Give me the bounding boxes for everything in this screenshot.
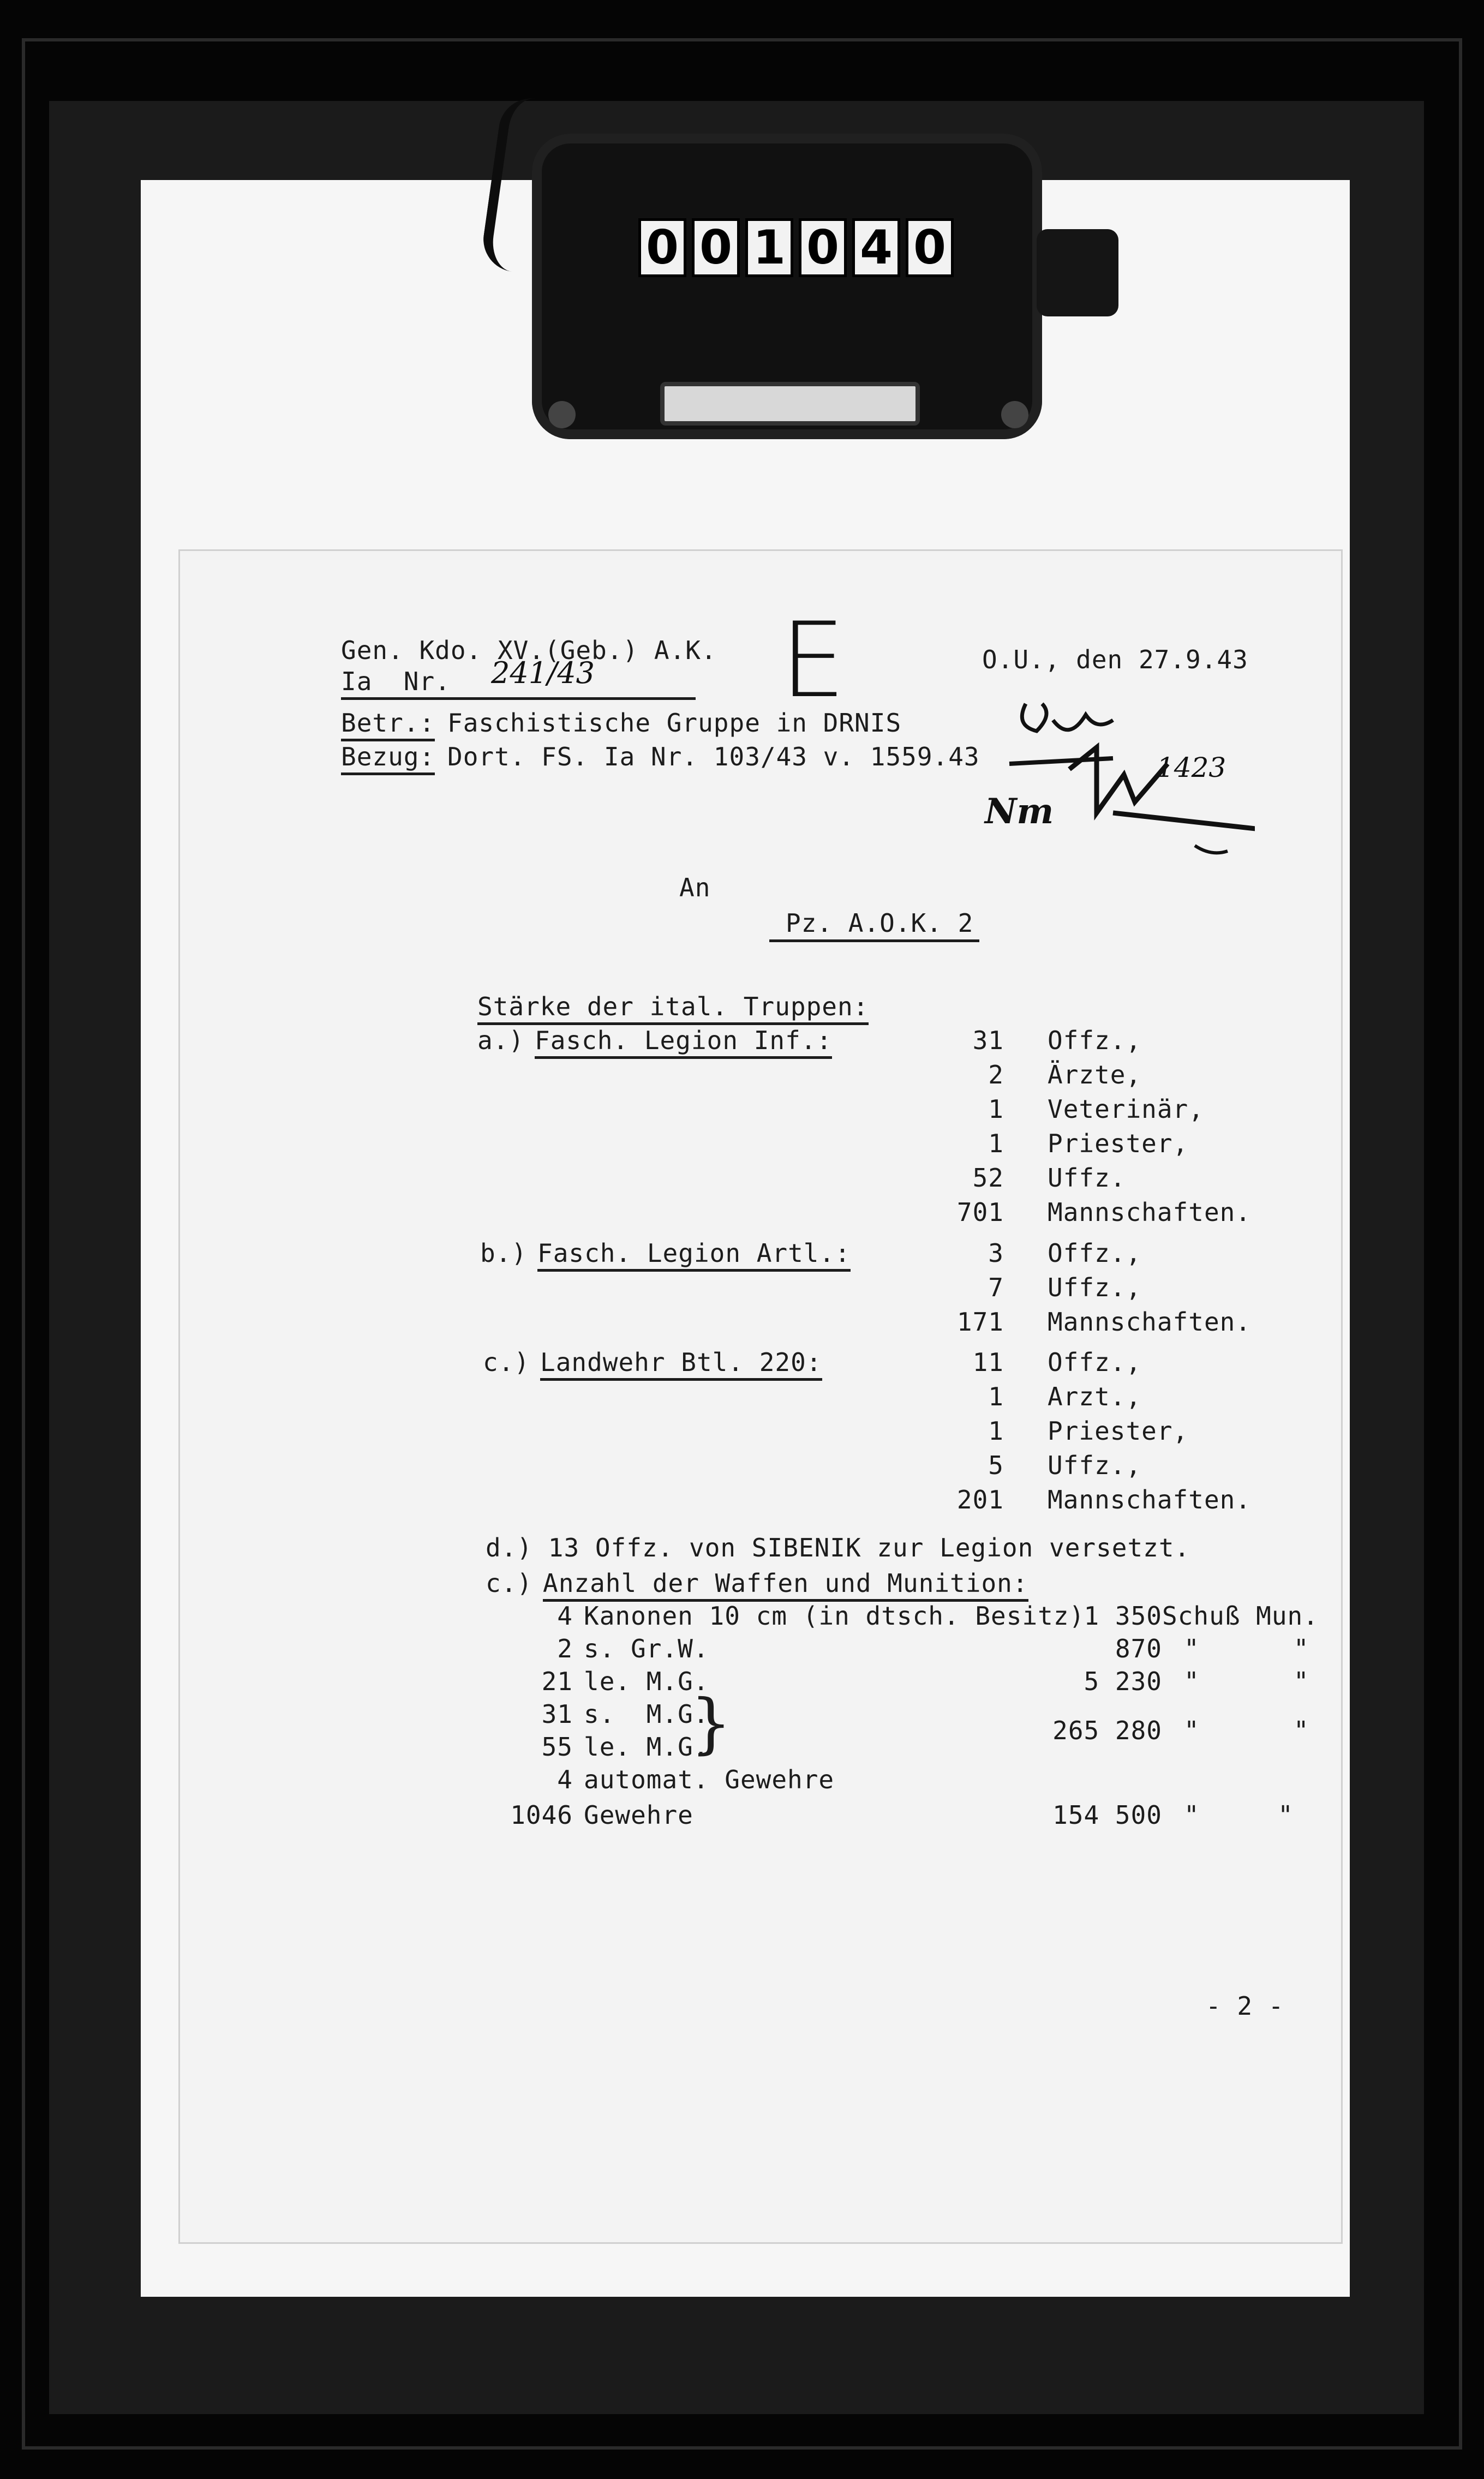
- counter-digits: [638, 218, 954, 277]
- group-c-rank: Uffz.,: [1048, 1451, 1142, 1480]
- weapon-ammo-unit: " ": [1184, 1634, 1309, 1663]
- weapon-ammo: 5 230: [1084, 1667, 1162, 1696]
- weapon-ammo: 154 500: [1052, 1800, 1162, 1830]
- group-b-count: 3: [988, 1238, 1004, 1268]
- document-sheet: [180, 551, 1341, 2242]
- weapon-ammo: 265 280: [1052, 1716, 1162, 1745]
- weapons-title: Anzahl der Waffen und Munition:: [543, 1568, 1028, 1602]
- weapon-desc: s. Gr.W.: [584, 1634, 709, 1663]
- group-a-count: 701: [956, 1197, 1004, 1227]
- header-underline: [341, 697, 696, 700]
- weapon-count: 4: [557, 1765, 573, 1794]
- counter-digit: 0: [906, 218, 954, 277]
- group-a-count: 1: [988, 1094, 1004, 1124]
- page-number: - 2 -: [1206, 1991, 1284, 2021]
- group-b-name: Fasch. Legion Artl.:: [537, 1238, 851, 1272]
- reference-label: Bezug:: [341, 742, 435, 775]
- group-c-rank: Mannschaften.: [1048, 1485, 1252, 1514]
- counter-knob: [1037, 229, 1118, 316]
- weapon-ammo-unit: " ": [1184, 1667, 1309, 1696]
- file-number-prefix: Ia Nr.: [341, 667, 451, 696]
- weapon-count: 21: [541, 1667, 573, 1696]
- group-a-rank: Offz.,: [1048, 1026, 1142, 1055]
- group-c-count: 201: [956, 1485, 1004, 1514]
- weapon-ammo: 870: [1115, 1634, 1162, 1663]
- weapon-count: 31: [541, 1699, 573, 1729]
- group-c-rank: Offz.,: [1048, 1348, 1142, 1377]
- group-c-rank: Arzt.,: [1048, 1382, 1142, 1411]
- group-b-rank: Uffz.,: [1048, 1273, 1142, 1302]
- group-a-count: 2: [988, 1060, 1004, 1089]
- weapons-label: c.): [486, 1568, 548, 1598]
- counter-plate: [660, 382, 920, 426]
- group-c-count: 1: [988, 1382, 1004, 1411]
- group-c-count: 5: [988, 1451, 1004, 1480]
- weapon-ammo-unit: Schuß Mun.: [1162, 1601, 1319, 1631]
- counter-screw: [1001, 401, 1028, 428]
- place-date: O.U., den 27.9.43: [982, 645, 1248, 674]
- group-b-count: 7: [988, 1273, 1004, 1302]
- weapon-count: 4: [557, 1601, 573, 1631]
- addressee-recipient: Pz. A.O.K. 2: [786, 908, 974, 938]
- weapon-count: 1046: [510, 1800, 573, 1830]
- counter-digit: 4: [852, 218, 900, 277]
- group-a-rank: Uffz.: [1048, 1163, 1126, 1193]
- group-a-rank: Ärzte,: [1048, 1060, 1142, 1089]
- group-a-rank: Priester,: [1048, 1129, 1189, 1158]
- strength-title: Stärke der ital. Truppen:: [477, 992, 869, 1025]
- counter-digit: 0: [799, 218, 847, 277]
- counter-digit: 0: [692, 218, 740, 277]
- mg-brace: }: [690, 1686, 732, 1762]
- counter-digit: 1: [745, 218, 793, 277]
- weapon-count: 2: [557, 1634, 573, 1663]
- weapon-desc: automat. Gewehre: [584, 1765, 835, 1794]
- group-a-label: a.): [477, 1026, 540, 1055]
- group-c-count: 1: [988, 1416, 1004, 1446]
- group-c-rank: Priester,: [1048, 1416, 1189, 1446]
- weapon-ammo-unit: " ": [1184, 1716, 1309, 1745]
- item-d: d.) 13 Offz. von SIBENIK zur Legion versetzt.: [486, 1533, 1190, 1562]
- group-c-label: c.): [483, 1348, 546, 1377]
- weapon-desc: s. M.G.: [584, 1699, 709, 1729]
- weapon-desc: Gewehre: [584, 1800, 693, 1830]
- reference-text: Dort. FS. Ia Nr. 103/43 v. 1559.43: [447, 742, 980, 771]
- counter-digit: 0: [638, 218, 686, 277]
- group-a-count: 52: [972, 1163, 1004, 1193]
- weapon-desc: Kanonen 10 cm (in dtsch. Besitz): [584, 1601, 1085, 1631]
- recipient-underline: [769, 939, 979, 942]
- subject-text: Faschistische Gruppe in DRNIS: [447, 708, 902, 738]
- group-b-rank: Mannschaften.: [1048, 1307, 1252, 1337]
- weapon-desc: le. M.G.: [584, 1667, 709, 1696]
- handwritten-initials-left: Nm: [985, 791, 1054, 832]
- weapon-desc: le. M.G.: [584, 1732, 709, 1762]
- file-number-handwritten: 241/43: [491, 656, 595, 690]
- handwritten-number: 1423: [1157, 752, 1226, 783]
- weapon-count: 55: [541, 1732, 573, 1762]
- addressee-an: An: [679, 873, 711, 902]
- subject-label: Betr.:: [341, 708, 435, 741]
- command-header: Gen. Kdo. XV.(Geb.) A.K.: [341, 636, 717, 665]
- group-a-rank: Veterinär,: [1048, 1094, 1204, 1124]
- group-a-count: 31: [972, 1026, 1004, 1055]
- group-a-count: 1: [988, 1129, 1004, 1158]
- group-c-count: 11: [972, 1348, 1004, 1377]
- weapon-ammo: 1 350: [1084, 1601, 1162, 1631]
- weapon-ammo-unit: " ": [1184, 1800, 1294, 1830]
- group-c-name: Landwehr Btl. 220:: [540, 1348, 822, 1381]
- handwritten-e: E: [780, 600, 846, 721]
- group-a-rank: Mannschaften.: [1048, 1197, 1252, 1227]
- group-b-rank: Offz.,: [1048, 1238, 1142, 1268]
- group-a-name: Fasch. Legion Inf.:: [535, 1026, 832, 1059]
- group-b-count: 171: [956, 1307, 1004, 1337]
- group-b-label: b.): [480, 1238, 543, 1268]
- counter-screw: [548, 401, 576, 428]
